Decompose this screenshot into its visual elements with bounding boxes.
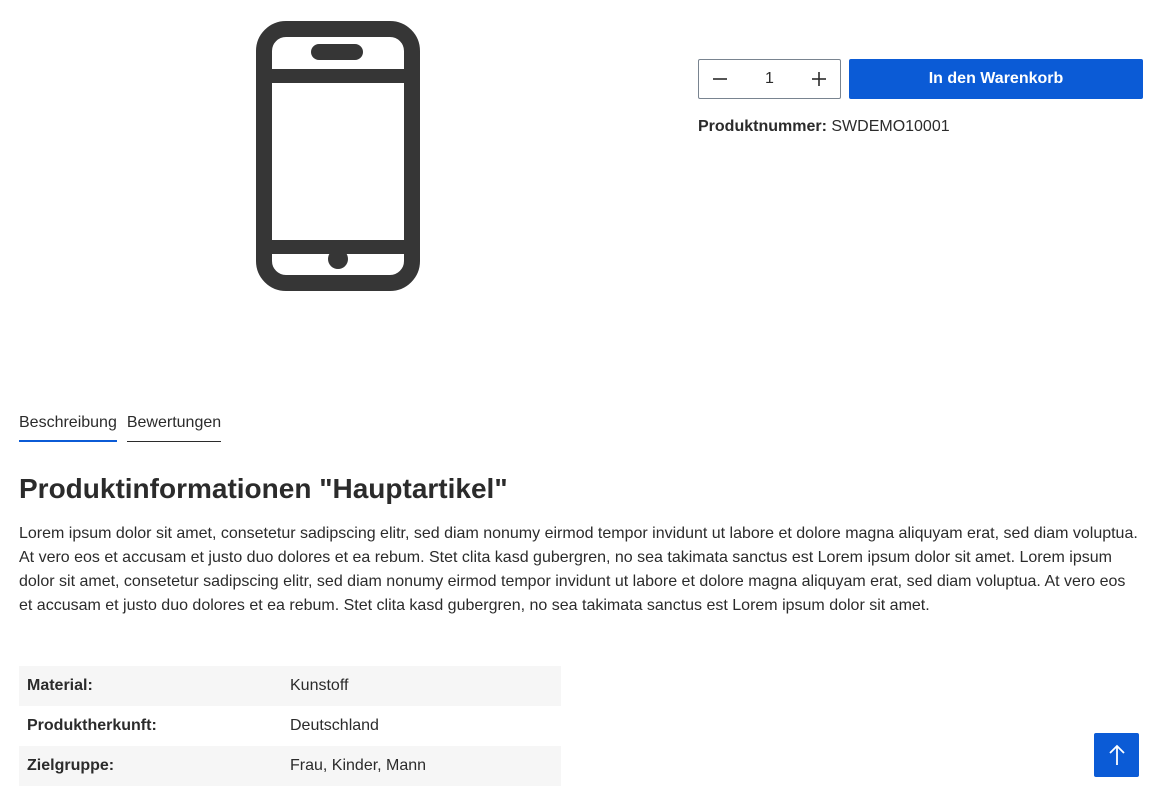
property-key: Produktherkunft: [27, 717, 157, 734]
property-key: Material: [19, 666, 282, 706]
product-number-label: Produktnummer: [698, 118, 827, 135]
property-key: Zielgruppe: [19, 746, 282, 786]
product-number [698, 117, 950, 137]
arrow-up-icon [1108, 744, 1126, 766]
scroll-to-top-button[interactable] [1094, 733, 1139, 777]
table-row [19, 706, 561, 746]
product-image[interactable] [256, 21, 420, 291]
property-value: Kunstoff [282, 666, 561, 706]
description-text: Lorem ipsum dolor sit amet, consetetur sadipscing elitr, sed diam nonumy eirmod tempor invidunt ut labore et dolore magna aliquyam erat, sed diam voluptua. At vero eos et accusam et justo duo dolores et ea rebum. Stet clita kasd gubergren, no sea takimata sanctus est Lorem ipsum dolor sit amet. Lorem ipsum dolor sit amet, consetetur sadipscing elitr, sed diam nonumy eirmod tempor invidunt ut labore et dolore magna aliquyam erat, sed diam voluptua. At vero eos et accusam et justo duo dolores et ea rebum. Stet clita kasd gubergren, no sea takimata sanctus est Lorem ipsum dolor sit amet. [19, 525, 1138, 614]
buy-widget [698, 59, 1143, 99]
table-row [19, 746, 561, 786]
minus-icon [712, 71, 728, 87]
property-value: Deutschland [290, 717, 379, 734]
table-row [19, 666, 561, 706]
property-value: Frau, Kinder, Mann [282, 746, 561, 786]
tab-reviews[interactable]: Bewertungen [127, 412, 221, 442]
add-to-cart-button[interactable]: In den Warenkorb [849, 59, 1143, 99]
description-title: Produktinformationen "Hauptartikel" [19, 473, 508, 504]
tab-description[interactable]: Beschreibung [19, 412, 117, 442]
quantity-input[interactable]: 1 [765, 70, 774, 87]
smartphone-icon [256, 21, 420, 291]
product-number-value: SWDEMO10001 [831, 118, 950, 135]
properties-table [19, 666, 561, 786]
quantity-stepper [698, 59, 841, 99]
quantity-decrease-button[interactable] [699, 60, 741, 98]
product-tabs [19, 412, 221, 442]
quantity-increase-button[interactable] [798, 60, 840, 98]
plus-icon [811, 71, 827, 87]
